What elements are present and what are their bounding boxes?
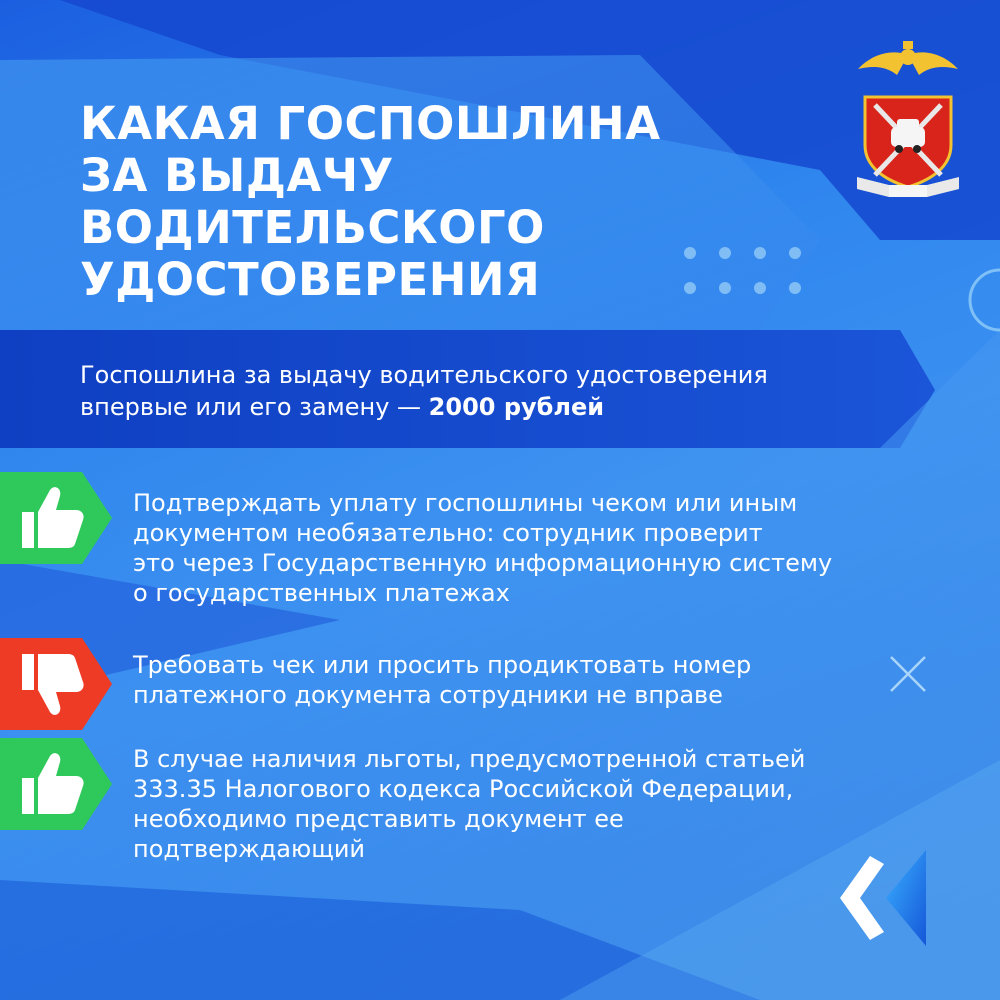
cross-icon: [888, 654, 928, 694]
ring-icon: [965, 265, 1000, 335]
dots-grid-icon: [683, 243, 813, 303]
item-line: это через Государственную информационную систему: [133, 549, 833, 577]
title-line: КАКАЯ ГОСПОШЛИНА: [80, 97, 661, 150]
fee-banner: [80, 359, 900, 423]
item-line: 333.35 Налогового кодекса Российской Федерации,: [133, 775, 794, 803]
page-title: [80, 98, 661, 306]
thumbs-up-icon: [0, 472, 115, 564]
item-text: [133, 744, 805, 864]
item-line: подтверждающий: [133, 835, 366, 863]
fee-banner-line1: Госпошлина за выдачу водительского удостоверения: [80, 361, 768, 389]
thumbs-up-icon: [0, 738, 115, 830]
double-chevron-left-icon: [836, 846, 936, 950]
item-line: В случае наличия льготы, предусмотренной статьей: [133, 745, 806, 773]
item-line: платежного документа сотрудники не вправе: [133, 681, 723, 709]
title-line: УДОСТОВЕРЕНИЯ: [80, 253, 541, 306]
item-line: Требовать чек или просить продиктовать номер: [133, 651, 752, 679]
fee-amount: 2000 рублей: [428, 393, 605, 421]
item-line: Подтверждать уплату госпошлины чеком или иным: [133, 489, 798, 517]
item-text: [133, 650, 751, 710]
title-line: ЗА ВЫДАЧУ: [80, 149, 394, 202]
item-line: документом необязательно: сотрудник проверит: [133, 519, 763, 547]
item-line: необходимо представить документ ее: [133, 805, 624, 833]
police-emblem-icon: [853, 35, 963, 205]
item-line: о государственных платежах: [133, 579, 510, 607]
title-line: ВОДИТЕЛЬСКОГО: [80, 201, 545, 254]
fee-banner-line2: впервые или его замену —: [80, 393, 429, 421]
item-text: [133, 488, 832, 608]
thumbs-down-icon: [0, 638, 115, 730]
